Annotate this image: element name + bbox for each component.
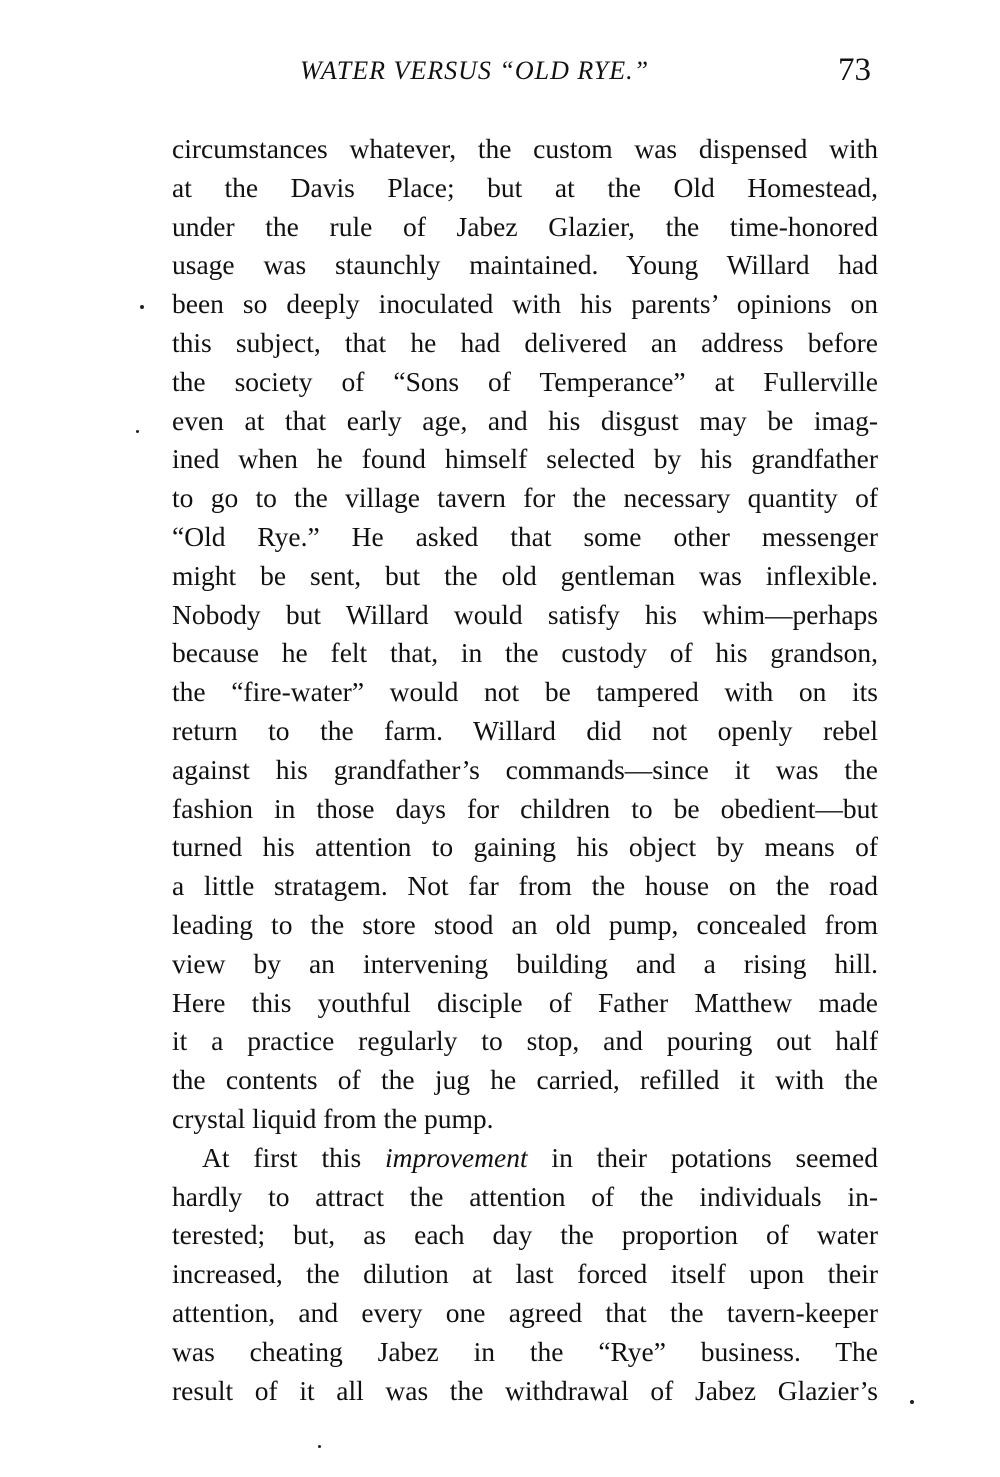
text-segment: a little stratagem. Not far from the house on the road [172, 870, 878, 902]
text-segment: because he felt that, in the custody of his grandson, [172, 637, 878, 669]
text-line [172, 634, 878, 673]
italic-text: improvement [385, 1141, 528, 1173]
text-line [172, 208, 878, 247]
text-line [172, 596, 878, 635]
text-segment: ined when he found himself selected by his grandfather [172, 443, 878, 475]
text-segment: was cheating Jabez in the “Rye” business. The [172, 1335, 878, 1367]
text-line [172, 1022, 878, 1061]
text-segment: it a practice regularly to stop, and pouring out half [172, 1025, 878, 1057]
text-line [172, 285, 878, 324]
text-segment: turned his attention to gaining his object by means of [172, 831, 878, 863]
text-line [172, 945, 878, 984]
text-line [172, 712, 878, 751]
text-segment: been so deeply inoculated with his parents’ opinions on [172, 288, 878, 320]
text-line [172, 906, 878, 945]
text-line [172, 1255, 878, 1294]
text-segment: might be sent, but the old gentleman was inflexible. [172, 559, 878, 591]
text-line [172, 790, 878, 829]
text-segment: attention, and every one agreed that the tavern-keeper [172, 1296, 878, 1328]
text-segment: terested; but, as each day the proportion of water [172, 1219, 878, 1251]
text-segment: to go to the village tavern for the necessary quantity of [172, 482, 878, 514]
text-line [172, 1061, 878, 1100]
text-segment: hardly to attract the attention of the individuals in- [172, 1180, 878, 1212]
text-line [172, 169, 878, 208]
text-line [172, 130, 878, 169]
text-segment: the “fire-water” would not be tampered with on its [172, 676, 878, 708]
text-line [172, 1216, 878, 1255]
text-line [172, 1178, 878, 1217]
text-segment: crystal liquid from the pump. [172, 1102, 494, 1134]
text-segment: view by an intervening building and a rising hill. [172, 947, 878, 979]
text-segment: the society of “Sons of Temperance” at Fullerville [172, 365, 878, 397]
page-number: 73 [838, 52, 871, 88]
text-line [172, 324, 878, 363]
text-segment: Nobody but Willard would satisfy his whim—perhaps [172, 598, 878, 630]
text-segment: this subject, that he had delivered an address before [172, 326, 878, 358]
text-line [172, 1333, 878, 1372]
text-segment: leading to the store stood an old pump, concealed from [172, 908, 878, 940]
scan-speck [318, 1445, 321, 1448]
text-segment: in their potations seemed [527, 1141, 878, 1173]
text-line [172, 557, 878, 596]
text-line [172, 828, 878, 867]
text-line [172, 1139, 878, 1178]
text-segment: Here this youthful disciple of Father Matthew made [172, 986, 878, 1018]
text-segment: under the rule of Jabez Glazier, the time-honored [172, 210, 878, 242]
scan-speck [910, 1400, 914, 1404]
scan-speck [140, 305, 144, 309]
text-line [172, 402, 878, 441]
text-line [172, 1372, 878, 1411]
text-line [172, 246, 878, 285]
text-segment: circumstances whatever, the custom was dispensed with [172, 133, 878, 164]
text-segment: even at that early age, and his disgust may be imag- [172, 404, 878, 436]
text-segment: “Old Rye.” He asked that some other messenger [172, 520, 878, 552]
text-line [172, 518, 878, 557]
text-segment: At first this [202, 1141, 386, 1173]
text-line [172, 363, 878, 402]
text-segment: the contents of the jug he carried, refilled it with the [172, 1064, 878, 1096]
body-text [172, 130, 878, 1410]
running-title: WATER VERSUS “OLD RYE.” [300, 56, 650, 85]
text-line [172, 479, 878, 518]
text-segment: against his grandfather’s commands—since it was the [172, 753, 878, 785]
text-line [172, 440, 878, 479]
text-line [172, 751, 878, 790]
text-segment: at the Davis Place; but at the Old Homestead, [172, 171, 878, 203]
text-line [172, 1100, 878, 1139]
text-line [172, 984, 878, 1023]
scan-speck [136, 430, 139, 433]
text-line [172, 867, 878, 906]
text-segment: increased, the dilution at last forced itself upon their [172, 1258, 878, 1290]
text-line [172, 673, 878, 712]
text-segment: return to the farm. Willard did not openly rebel [172, 714, 878, 746]
text-segment: fashion in those days for children to be obedient—but [172, 792, 878, 824]
text-segment: usage was staunchly maintained. Young Willard had [172, 249, 878, 281]
text-line [172, 1294, 878, 1333]
text-segment: result of it all was the withdrawal of Jabez Glazier’s [172, 1374, 878, 1406]
